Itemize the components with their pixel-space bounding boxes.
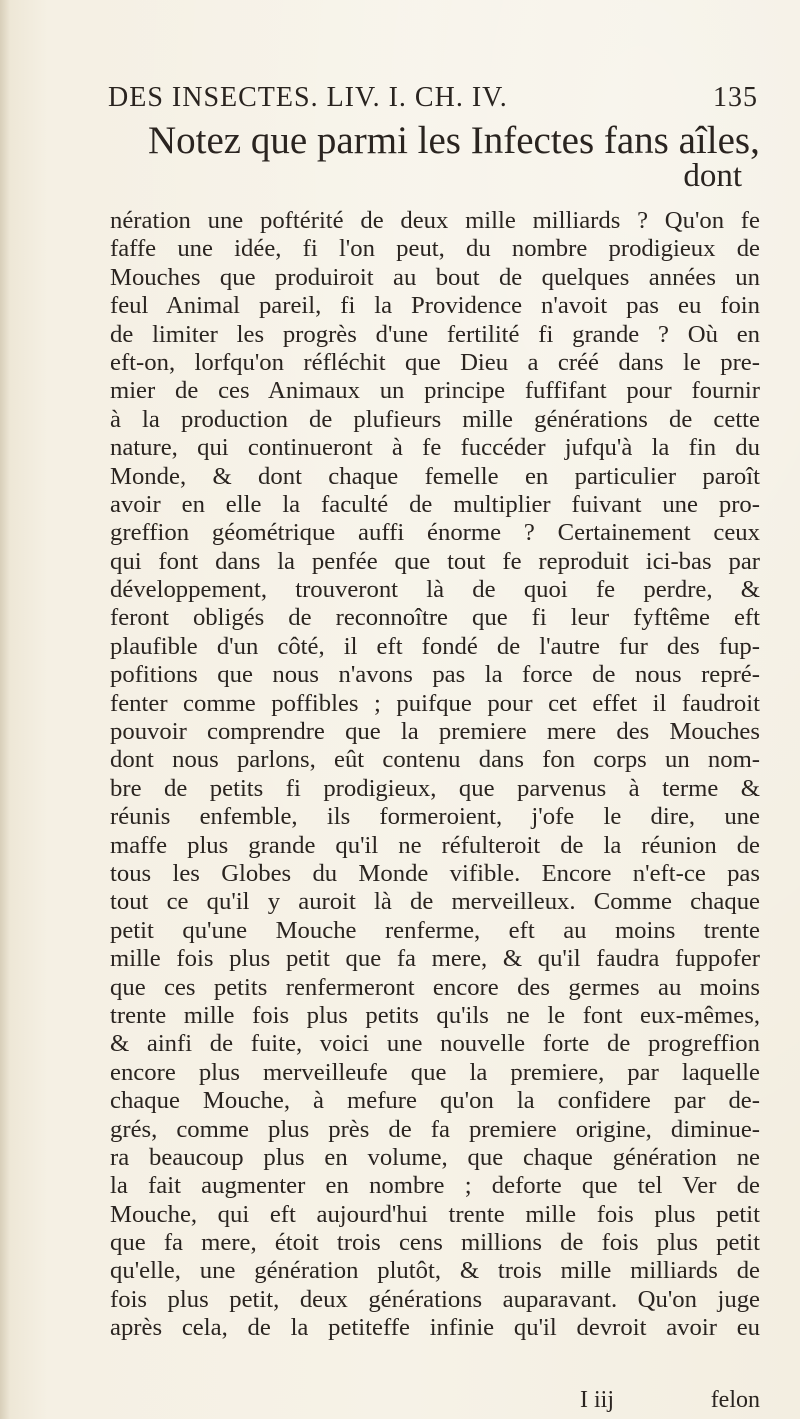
- body-text: [110, 207, 760, 1343]
- text-line: développement, trouveront là de quoi fe perdre, &: [110, 576, 760, 604]
- text-line: trente mille fois plus petits qu'ils ne le font eux-mêmes,: [110, 1001, 760, 1029]
- text-line: Mouches que produiroit au bout de quelques années un: [110, 263, 760, 291]
- text-line: fenter comme poffibles ; puifque pour cet effet il faudroit: [110, 689, 760, 717]
- catchword: felon: [710, 1387, 760, 1413]
- text-line: faffe une idée, fi l'on peut, du nombre prodigieux de: [110, 235, 760, 263]
- heading-line: Notez que parmi les Infectes fans aîles,: [148, 119, 760, 162]
- text-line: Monde, & dont chaque femelle en particulier paroît: [110, 462, 760, 490]
- text-line: maffe plus grande qu'il ne réfulteroit de la réunion de: [110, 831, 760, 859]
- text-line: dont nous parlons, eût contenu dans fon corps un nom-: [110, 746, 760, 774]
- text-line: bre de petits fi prodigieux, que parvenus à terme &: [110, 774, 760, 802]
- text-line: pofitions que nous n'avons pas la force de nous repré-: [110, 661, 760, 689]
- text-line: que fa mere, étoit trois cens millions de fois plus petit: [110, 1229, 760, 1257]
- text-line: avoir en elle la faculté de multiplier fuivant une pro-: [110, 490, 760, 518]
- text-line: & ainfi de fuite, voici une nouvelle forte de progreffion: [110, 1030, 760, 1058]
- text-line: après cela, de la petiteffe infinie qu'il devroit avoir eu: [110, 1314, 760, 1342]
- page-footer: [110, 1387, 760, 1417]
- text-line: fois plus petit, deux générations auparavant. Qu'on juge: [110, 1285, 760, 1313]
- text-line: mille fois plus petit que fa mere, & qu'il faudra fuppofer: [110, 945, 760, 973]
- text-line: feul Animal pareil, fi la Providence n'avoit pas eu foin: [110, 292, 760, 320]
- text-line: que ces petits renfermeront encore des germes au moins: [110, 973, 760, 1001]
- text-line: grés, comme plus près de fa premiere origine, diminue-: [110, 1115, 760, 1143]
- heading-continuation: dont: [683, 158, 742, 194]
- page-edge-shadow: [0, 0, 10, 1419]
- text-line: tous les Globes du Monde vifible. Encore n'eft-ce pas: [110, 859, 760, 887]
- text-line: réunis enfemble, ils formeroient, j'ofe le dire, une: [110, 803, 760, 831]
- running-title: DES INSECTES. LIV. I. CH. IV.: [108, 82, 508, 113]
- page-number: 135: [713, 82, 758, 113]
- text-line: de limiter les progrès d'une fertilité fi grande ? Où en: [110, 320, 760, 348]
- text-line: nature, qui continueront à fe fuccéder jufqu'à la fin du: [110, 434, 760, 462]
- text-line: la fait augmenter en nombre ; deforte que tel Ver de: [110, 1172, 760, 1200]
- text-line: plaufible d'un côté, il eft fondé de l'autre fur des fup-: [110, 632, 760, 660]
- text-line: pouvoir comprendre que la premiere mere des Mouches: [110, 718, 760, 746]
- text-line: à la production de plufieurs mille générations de cette: [110, 405, 760, 433]
- text-line: mier de ces Animaux un principe fuffifant pour fournir: [110, 377, 760, 405]
- text-line: greffion géométrique auffi énorme ? Certainement ceux: [110, 519, 760, 547]
- text-line: Mouche, qui eft aujourd'hui trente mille fois plus petit: [110, 1200, 760, 1228]
- signature-mark: I iij: [580, 1387, 614, 1413]
- text-line: feront obligés de reconnoître que fi leur fyftême eft: [110, 604, 760, 632]
- text-line: chaque Mouche, à mefure qu'on la confidere par de-: [110, 1087, 760, 1115]
- text-line: petit qu'une Mouche renferme, eft au moins trente: [110, 916, 760, 944]
- text-line: qui font dans la penfée que tout fe reproduit ici-bas par: [110, 547, 760, 575]
- text-line: eft-on, lorfqu'on réfléchit que Dieu a créé dans le pre-: [110, 348, 760, 376]
- text-line: nération une poftérité de deux mille milliards ? Qu'on fe: [110, 207, 760, 234]
- text-line: tout ce qu'il y auroit là de merveilleux. Comme chaque: [110, 888, 760, 916]
- text-line: ra beaucoup plus en volume, que chaque génération ne: [110, 1143, 760, 1171]
- running-header: [108, 82, 758, 114]
- text-line: encore plus merveilleufe que la premiere, par laquelle: [110, 1058, 760, 1086]
- text-line: qu'elle, une génération plutôt, & trois mille milliards de: [110, 1257, 760, 1285]
